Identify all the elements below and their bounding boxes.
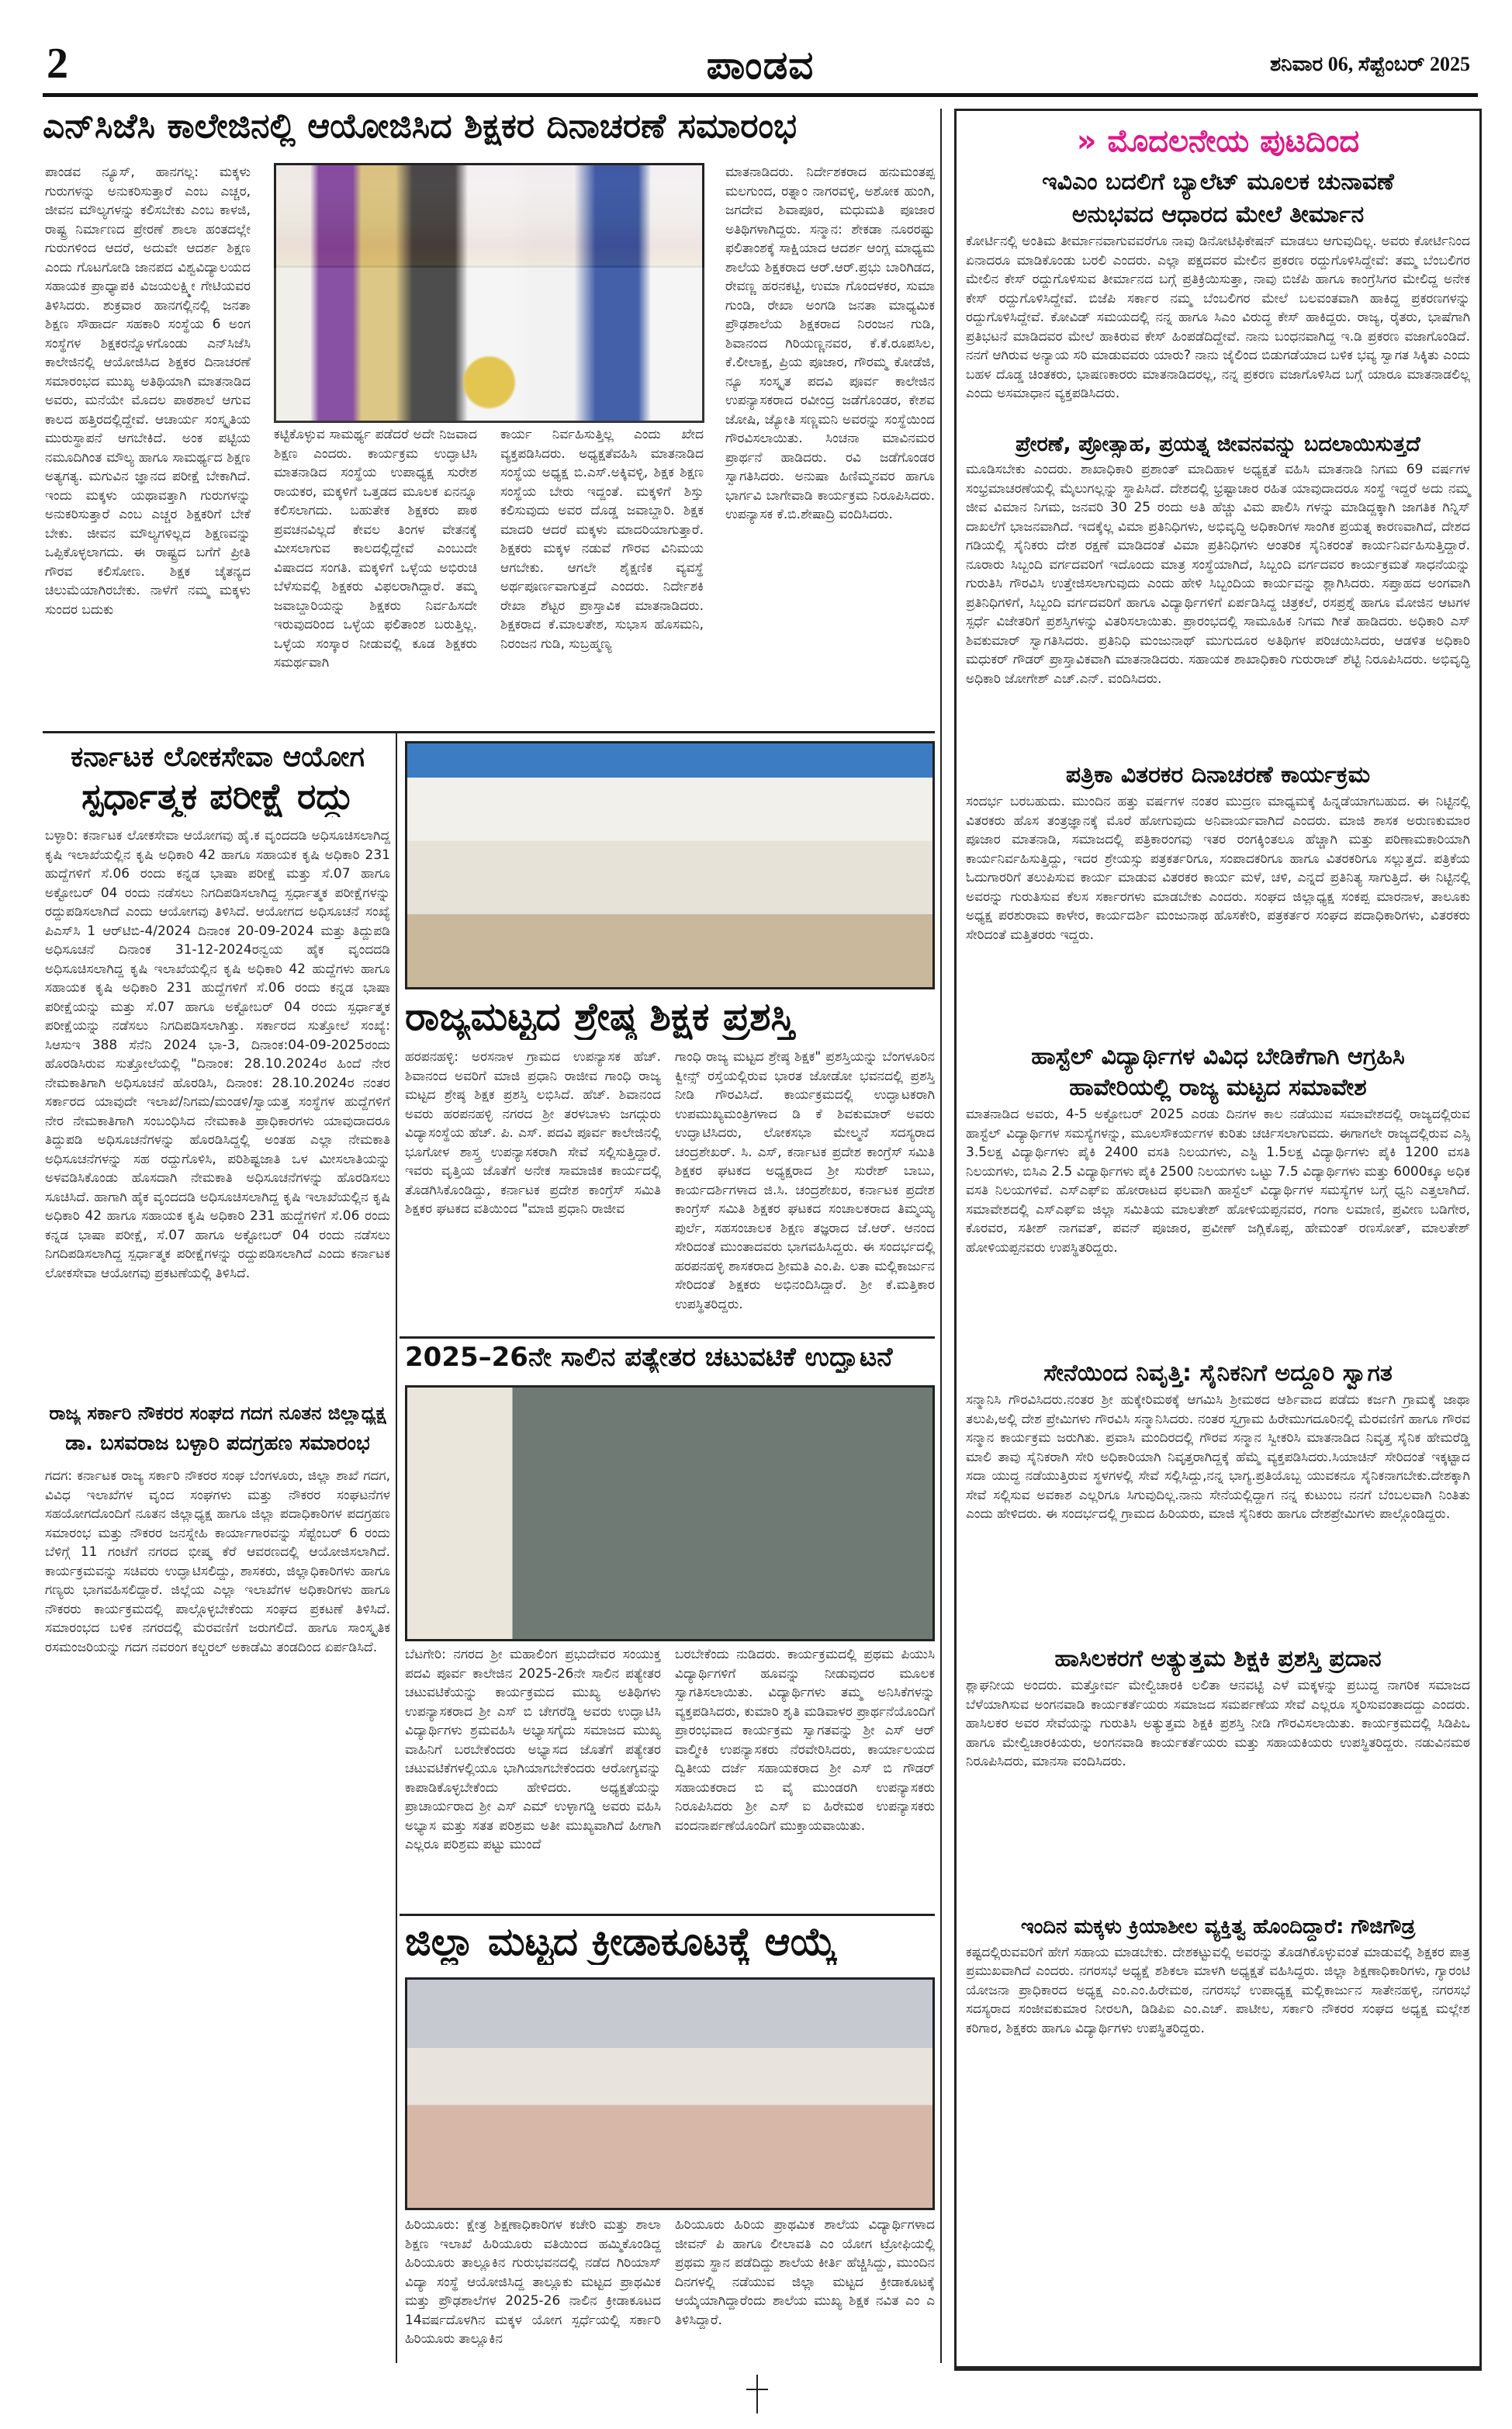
sports-col-2: ಹಿರಿಯೂರು ಹಿರಿಯ ಪ್ರಾಥಮಿಕ ಶಾಲೆಯ ವಿದ್ಯಾರ್ಥಿಗಳಾದ ಜೀವನ್ ಪಿ ಹಾಗೂ ಲೀಲಾವತಿ ಎಂ ಯೋಗ ಟ್ರೋಫಿಯಲ್ಲಿ ಪ್ರಥಮ ಸ್ಥಾನ ಪಡೆದಿದ್ದು ಶಾಲೆಯ ಕೀರ್ತಿ ಹೆಚ್ಚಿಸಿದ್ದು, ಮುಂದಿನ ದಿನಗಳಲ್ಲಿ ನಡೆಯುವ ಜಿಲ್ಲಾ ಮಟ್ಟದ ಕ್ರೀಡಾಕೂಟಕ್ಕೆ ಆಯ್ಕೆಯಾಗಿದ್ದಾರೆಂದು ಶಾಲೆಯ ಮುಖ್ಯ ಶಿಕ್ಷಕ ನವಿತ ಎಂ ಎ ತಿಳಿಸಿದ್ದಾರೆ. [675,2217,935,2328]
column-divider [396,733,397,2363]
headline-sports: ಜಿಲ್ಲಾ ಮಟ್ಟದ ಕ್ರೀಡಾಕೂಟಕ್ಕೆ ಆಯ್ಕೆ [405,1920,837,1964]
nokarara-body: ಗದಗ: ಕರ್ನಾಟಕ ರಾಜ್ಯ ಸರ್ಕಾರಿ ನೌಕರರ ಸಂಘ ಬೆಂಗಳೂರು, ಜಿಲ್ಲಾ ಶಾಖೆ ಗದಗ, ವಿವಿಧ ಇಲಾಖೆಗಳ ವೃಂದ ಸಂಘಗಳು ಮತ್ತು ನೌಕರರ ಸಂಘಟನೆಗಳ ಸಹಯೋಗದೊಂದಿಗೆ ನೂತನ ಜಿಲ್ಲಾಧ್ಯಕ್ಷ ಹಾಗೂ ಜಿಲ್ಲಾ ಪದಾಧಿಕಾರಿಗಳ ಪದಗ್ರಹಣ ಸಮಾರಂಭ ಮತ್ತು ನೌಕರರ ಜನಸ್ನೇಹಿ ಕಾರ್ಯಾಗಾರವನ್ನು ಸೆಪ್ಟೆಂಬರ್ 6 ರಂದು ಬೆಳಿಗ್ಗೆ 11 ಗಂಟೆಗೆ ನಗರದ ಭೀಷ್ಮ ಕೆರೆ ಆವರಣದಲ್ಲಿ ಆಯೋಜಿಸಲಾಗಿದೆ. ಕಾರ್ಯಕ್ರಮವನ್ನು ಸಚಿವರು ಉದ್ಘಾಟಿಸಲಿದ್ದು, ಶಾಸಕರು, ಜಿಲ್ಲಾಧಿಕಾರಿಗಳು ಹಾಗೂ ಗಣ್ಯರು ಭಾಗವಹಿಸಲಿದ್ದಾರೆ. ಜಿಲ್ಲೆಯ ಎಲ್ಲಾ ಇಲಾಖೆಗಳ ಅಧಿಕಾರಿಗಳು ಹಾಗೂ ನೌಕರರು ಕಾರ್ಯಕ್ರಮದಲ್ಲಿ ಪಾಲ್ಗೊಳ್ಳಬೇಕೆಂದು ಸಂಘದ ಪ್ರಕಟಣೆ ತಿಳಿಸಿದೆ. ಸಮಾರಂಭದ ಬಳಿಕ ನಗರದಲ್ಲಿ ಮೆರವಣಿಗೆ ಜರುಗಲಿದೆ. ಹಾಗೂ ಸಾಂಸ್ಕೃತಿಕ ರಸಮಂಜರಿಯನ್ನು ಗದಗ ನವರಂಗ ಕಲ್ಚರಲ್ ಅಕಾಡೆಮಿ ತಂಡದಿಂದ ಏರ್ಪಡಿಸಿದೆ. [45,1468,390,1655]
dateline: ಶನಿವಾರ 06, ಸೆಪ್ಟೆಂಬರ್ 2025 [1269,53,1470,75]
divider [400,1336,935,1339]
story-body: ಸಂದರ್ಭ ಬರಬಹುದು. ಮುಂದಿನ ಹತ್ತು ವರ್ಷಗಳ ನಂತರ ಮುದ್ರಣ ಮಾಧ್ಯಮಕ್ಕೆ ಹಿನ್ನಡೆಯಾಗಬಹುದ. ಈ ನಿಟ್ಟಿನಲ್ಲಿ ವಿತರಕರು ಹೊಸ ತಂತ್ರಜ್ಞಾನಕ್ಕೆ ಮೊರೆ ಹೋಗುವುದು ಅನಿವಾರ್ಯವಾಗಿದೆ ಎಂದರು. ಮಾಜಿ ಶಾಸಕ ಅರುಣಕುಮಾರ ಪೂಜಾರ ಮಾತನಾಡಿ, ಸಮಾಜದಲ್ಲಿ ಪತ್ರಿಕಾರಂಗವು ಇತರ ರಂಗಕ್ಕಿಂತಲೂ ಹೆಚ್ಚಾಗಿ ಮತ್ತು ಪರಿಣಾಮಕಾರಿಯಾಗಿ ಕಾರ್ಯನಿರ್ವಹಿಸುತ್ತಿದ್ದು, ಇದರ ಶ್ರೇಯಸ್ಸು ಪತ್ರಕರ್ತರಿಗೂ, ಸಂಪಾದಕರಿಗೂ ಹಾಗೂ ವಿತರಕರಿಗೂ ಸಲ್ಲುತ್ತದೆ. ಪತ್ರಿಕೆಯ ಓದುಗಾರರಿಗೆ ತಲುಪಿಸುವ ಕಾರ್ಯ ಮಾಡುವ ವಿತರಕರ ಕಾರ್ಯ ಮಳೆ, ಚಳಿ, ಎನ್ನದೆ ಪ್ರತಿನಿತ್ಯ ಸಾಗುತ್ತಿದೆ. ಈ ನಿಟ್ಟಿನಲ್ಲಿ ಅವರನ್ನು ಗುರುತಿಸುವ ಕೆಲಸ ಸರ್ಕಾರಗಳು ಮಾಡಬೇಕು ಎಂದರು. ಸಂಘದ ಜಿಲ್ಲಾಧ್ಯಕ್ಷ ಸಂಕಪ್ಪ ಮಾರನಾಳ, ತಾಲೂಕು ಅಧ್ಯಕ್ಷ ಪರಶುರಾಮ ಕಾಳೇರ, ಕಾರ್ಯದರ್ಶಿ ಮಂಜುನಾಥ ಹೊಸಕೇರಿ, ಪತ್ರಕರ್ತರ ಸಂಘದ ಪದಾಧಿಕಾರಿಗಳು, ವಿತರಕರು ಸೇರಿದಂತೆ ಮತ್ತಿತರರು ಇದ್ದರು. [966,794,1470,943]
continued-from-front-page-box [954,109,1482,2371]
sports-col-1: ಹಿರಿಯೂರು: ಕ್ಷೇತ್ರ ಶಿಕ್ಷಣಾಧಿಕಾರಿಗಳ ಕಚೇರಿ ಮತ್ತು ಶಾಲಾ ಶಿಕ್ಷಣ ಇಲಾಖೆ ಹಿರಿಯೂರು ವತಿಯಿಂದ ಹಮ್ಮಿಕೊಂಡಿದ್ದ ಹಿರಿಯೂರು ತಾಲ್ಲೂಕಿನ ಗುರುಭವನದಲ್ಲಿ ನಡೆದ ಗಿರಿಯಾಸ್ ವಿದ್ಯಾ ಸಂಸ್ಥೆ ಆಯೋಜಿಸಿದ್ದ ತಾಲ್ಲೂಕು ಮಟ್ಟದ ಪ್ರಾಥಮಿಕ ಮತ್ತು ಪ್ರೌಢಶಾಲೆಗಳ 2025-26 ನಾಲಿನ ಕ್ರೀಡಾಕೂಟದ 14ವರ್ಷದೊಳಗಿನ ಮಕ್ಕಳ ಯೋಗ ಸ್ಪರ್ಧೆಯಲ್ಲಿ ಸರ್ಕಾರಿ ಹಿರಿಯೂರು ತಾಲ್ಲೂಕಿನ [405,2217,661,2347]
sports-photo [405,1977,935,2210]
story-headline: ಇಂದಿನ ಮಕ್ಕಳು ಕ್ರಿಯಾಶೀಲ ವ್ಯಕ್ತಿತ್ವ ಹೊಂದಿದ್ದಾರೆ: ಗೌಜಿಗೌಡ್ರ [1020,1915,1416,1939]
newspaper-logo: ಪಾಂಡವ [706,43,815,88]
award-col-2: ಗಾಂಧಿ ರಾಜ್ಯ ಮಟ್ಟದ ಶ್ರೇಷ್ಠ ಶಿಕ್ಷಕ" ಪ್ರಶಸ್ತಿಯನ್ನು ಬೆಂಗಳೂರಿನ ಕ್ವೀನ್ಸ್ ರಸ್ತೆಯಲ್ಲಿರುವ ಭಾರತ ಜೋಡೋ ಭವನದಲ್ಲಿ ಪ್ರಶಸ್ತಿ ನೀಡಿ ಗೌರವಿಸಿದೆ. ಕಾರ್ಯಕ್ರಮದಲ್ಲಿ ಉದ್ಘಾಟಕರಾಗಿ ಉಪಮುಖ್ಯಮಂತ್ರಿಗಳಾದ ಡಿ ಕೆ ಶಿವಕುಮಾರ್ ಅವರು ಉದ್ಘಾಟಿಸಿದರು, ಲೋಕಸಭಾ ಮೇಲ್ಮನೆ ಸದಸ್ಯರಾದ ಚಂದ್ರಶೇಖರ್. ಸಿ. ಎಸ್, ಕರ್ನಾಟಕ ಪ್ರದೇಶ ಕಾಂಗ್ರೆಸ್ ಸಮಿತಿ ಶಿಕ್ಷಕರ ಘಟಕದ ಅಧ್ಯಕ್ಷರಾದ ಶ್ರೀ ಸುರೇಶ್ ಬಾಬು, ಕಾರ್ಯದರ್ಶಿಗಳಾದ ಜಿ.ಸಿ. ಚಂದ್ರಶೇಖರ, ಕರ್ನಾಟಕ ಪ್ರದೇಶ ಕಾಂಗ್ರೆಸ್ ಸಮಿತಿ ಶಿಕ್ಷಕರ ಘಟಕದ ಸಂಚಾಲಕರಾದ ತಿಮ್ಮಯ್ಯ ಪುರ್ಲೆ, ಸಹಸಂಚಾಲಕ ಶಿಕ್ಷಣ ತಜ್ಞರಾದ ಜೆ.ಆರ್. ಆನಂದ ಸೇರಿದಂತೆ ಮುಂತಾದವರು ಭಾಗವಹಿಸಿದ್ದರು. ಈ ಸಂದರ್ಭದಲ್ಲಿ ಹರಪನಹಳ್ಳಿ ಶಾಸಕರಾದ ಶ್ರೀಮತಿ ಎಂ.ಪಿ. ಲತಾ ಮಲ್ಲಿಕಾರ್ಜುನ ಸೇರಿದಂತೆ ಶಿಕ್ಷಕರು ಅಭಿನಂದಿಸಿದ್ದಾರೆ. ಶ್ರೀ ಕೆ.ಮತ್ತಿಕಾರ ಉಪಸ್ಥಿತರಿದ್ದರು. [675,1049,935,1312]
story-evm [957,168,1479,423]
story-hostel [957,1043,1479,1350]
story-headline: ಇವಿಎಂ ಬದಲಿಗೆ ಬ್ಯಾಲೆಟ್ ಮೂಲಕ ಚುನಾವಣೆ [1042,168,1394,196]
headline-activity: 2025–26ನೇ ಸಾಲಿನ ಪತ್ಯೇತರ ಚಟುವಟಿಕೆ ಉದ್ಘಾಟನೆ [405,1343,893,1373]
story-body: ಕೋರ್ಟಿನಲ್ಲಿ ಅಂತಿಮ ತೀರ್ಮಾನವಾಗುವವರೆಗೂ ನಾವು ಡಿನೋಟಿಫಿಕೇಷನ್ ಮಾಡಲು ಆಗುವುದಿಲ್ಲ. ಅವರು ಕೋರ್ಟಿನಿಂದ ಏನಾದರೂ ಮಾಡಿಕೊಂಡು ಬರಲಿ ಎಂದರು. ಎಲ್ಲಾ ಪಕ್ಷದವರ ಮೇಲಿನ ಪ್ರಕರಣ ರದ್ದುಗೊಳಿಸಿದ್ದೇವೆ: ತಮ್ಮ ಬೆಂಬಲಿಗರ ಮೇಲಿನ ಕೇಸ್ ರದ್ದುಗೊಳಿಸುವ ತೀರ್ಮಾನದ ಬಗ್ಗೆ ಪ್ರತಿಕ್ರಿಯಿಸುತ್ತಾ, ನಾವು ಬಿಜೆಪಿ ಹಾಗೂ ಕಾಂಗ್ರೆಸಿಗರ ಮೇಲಿದ್ದ ಅನೇಕ ಕೇಸ್ ರದ್ದುಗೊಳಿಸಿದ್ದೇವೆ. ಬಿಜೆಪಿ ಸರ್ಕಾರ ನಮ್ಮ ಬೆಂಬಲಿಗರ ಮೇಲೆ ಬಲವಂತವಾಗಿ ಹಾಕಿದ್ದ ಪ್ರಕರಣಗಳನ್ನು ರದ್ದುಗೊಳಿಸಿದ್ದೇವೆ. ಕೋವಿಡ್ ಸಮಯದಲ್ಲಿ ನನ್ನ ಹಾಗೂ ಸಿಎಂ ವಿರುದ್ಧ ಕೇಸ್ ಹಾಕಿದ್ದರು. ರಾಜ್ಯ, ರೈತರು, ಭಾಷೆಗಾಗಿ ಪ್ರತಿಭಟನೆ ಮಾಡಿದವರ ಮೇಲೆ ಹಾಕಿರುವ ಕೇಸ್ ಹಿಂಪಡೆದಿದ್ದೇವೆ. ನಾನು ಬಂಧನವಾಗಿದ್ದ ಇ.ಡಿ ಪ್ರಕರಣ ವಜಾಗೊಂಡಿದೆ. ನನಗೆ ಆಗಿರುವ ಅನ್ಯಾಯ ಸರಿ ಮಾಡುವವರು ಯಾರು? ನಾನು ಜೈಲಿಂದ ಬಿಡುಗಡೆಯಾದ ಬಳಿಕ ಭವ್ಯ ಸ್ವಾಗತ ಸಿಕ್ಕಿತು ಎಂದು ಬಹಳ ದೊಡ್ಡ ಚಿಂತಕರು, ಭಾಷಣಕಾರರು ಮಾತನಾಡಿದರಲ್ಲ, ನನ್ನ ಪ್ರಕರಣ ವಜಾಗೊಳಿಸಿದ ಬಗ್ಗೆ ಯಾರೂ ಮಾತನಾಡಲಿಲ್ಲ ಎಂದು ಅಸಮಾಧಾನ ವ್ಯಕ್ತಪಡಿಸಿದರು. [966,234,1470,401]
divider [43,731,935,733]
activity-col-2: ಬರಬೇಕೆಂದು ನುಡಿದರು. ಕಾರ್ಯಕ್ರಮದಲ್ಲಿ ಪ್ರಥಮ ಪಿಯುಸಿ ವಿದ್ಯಾರ್ಥಿಗಳಿಗೆ ಹೂವನ್ನು ನೀಡುವುದರ ಮೂಲಕ ಸ್ವಾಗತಿಸಲಾಯಿತು. ವಿದ್ಯಾರ್ಥಿಗಳು ತಮ್ಮ ಅನಿಸಿಕೆಗಳನ್ನು ವ್ಯಕ್ತಪಡಿಸಿದರು, ಕುಮಾರಿ ಶೃತಿ ಮಡಿವಾಳರ ಪ್ರಾರ್ಥನೆಯೊಂದಿಗೆ ಪ್ರಾರಂಭವಾದ ಕಾರ್ಯಕ್ರಮ ಸ್ವಾಗತವನ್ನು ಶ್ರೀ ಎಸ್ ಆರ್ ವಾಲ್ಮೀಕಿ ಉಪನ್ಯಾಸಕರು ನೆರವೇರಿಸಿದರು, ಕಾರ್ಯಾಲಯದ ದ್ವಿತೀಯ ದರ್ಜೆ ಸಹಾಯಕರಾದ ಶ್ರೀ ಎಸ್ ಬಿ ಗೌಡರ್ ಸಹಾಯಕರಾದ ಬಿ ವೈ ಮುಂಡರಗಿ ಉಪನ್ಯಾಸಕರು ನಿರೂಪಿಸಿದರು ಶ್ರೀ ಎಸ್ ಐ ಹಿರೇಮಠ ಉಪನ್ಯಾಸಕರು ವಂದನಾರ್ಪಣೆಯೊಂದಿಗೆ ಮುಕ್ತಾಯವಾಯಿತು. [675,1647,935,1834]
ncjc-col-2: ಕಟ್ಟಿಕೊಳ್ಳುವ ಸಾಮರ್ಥ್ಯ ಪಡೆದರೆ ಅದೇ ನಿಜವಾದ ಶಿಕ್ಷಣ ಎಂದರು. ಕಾರ್ಯಕ್ರಮ ಉದ್ಘಾಟಿಸಿ ಮಾತನಾಡಿದ ಸಂಸ್ಥೆಯ ಉಪಾಧ್ಯಕ್ಷ ಸುರೇಶ ರಾಯಕರ, ಮಕ್ಕಳಿಗೆ ಒತ್ತಡದ ಮೂಲಕ ಏನನ್ನೂ ಕಲಿಸಲಾಗದು. ಬಹುತೇಕ ಶಿಕ್ಷಕರು ಪಾಠ ಪ್ರವಚನವಿಲ್ಲದೆ ಕೇವಲ ತಿಂಗಳ ವೇತನಕ್ಕೆ ಮೀಸಲಾಗುವ ಕಾಲದಲ್ಲಿದ್ದೇವೆ ಎಂಬುದೇ ವಿಷಾದದ ಸಂಗತಿ. ಮಕ್ಕಳಿಗೆ ಒಳ್ಳೆಯ ಅಭಿರುಚಿ ಬೆಳೆಸುವಲ್ಲಿ ಶಿಕ್ಷಕರು ವಿಫಲರಾಗಿದ್ದಾರೆ. ತಮ್ಮ ಜವಾಬ್ದಾರಿಯನ್ನು ಶಿಕ್ಷಕರು ನಿರ್ವಹಿಸದೇ ಇರುವುದರಿಂದ ಒಳ್ಳೆಯ ಫಲಿತಾಂಶ ಬರುತ್ತಿಲ್ಲ. ಒಳ್ಳೆಯ ಸಂಸ್ಕಾರ ನೀಡುವಲ್ಲಿ ಕೂಡ ಶಿಕ್ಷಕರು ಸಮರ್ಥವಾಗಿ [274,427,477,670]
headline-nokarara-line1: ರಾಜ್ಯ ಸರ್ಕಾರಿ ನೌಕರರ ಸಂಘದ ಗದಗ ನೂತನ ಜಿಲ್ಲಾಧ್ಯಕ್ಷ [49,1403,386,1424]
crop-mark [756,2375,758,2413]
story-body: ಕಷ್ಟದಲ್ಲಿರುವವರಿಗೆ ಹೇಗೆ ಸಹಾಯ ಮಾಡಬೇಕು. ದೇಶಕಟ್ಟುವಲ್ಲಿ ಅವರನ್ನು ತೊಡಗಿಕೊಳ್ಳುವಂತೆ ಮಾಡುವಲ್ಲಿ ಶಿಕ್ಷಕರ ಪಾತ್ರ ಪ್ರಮುಖವಾಗಿದೆ ಎಂದರು. ನಗರಸಭೆ ಅಧ್ಯಕ್ಷೆ ಶಶಿಕಲಾ ಮಾಳಗಿ ಅಧ್ಯಕ್ಷತೆ ವಹಿಸಿದ್ದರು. ಜಿಲ್ಲಾ ಶಿಕ್ಷಣಾಧಿಕಾರಿಗಳು, ಗ್ಯಾರಂಟಿ ಯೋಜನಾ ಪ್ರಾಧಿಕಾರದ ಅಧ್ಯಕ್ಷ ಎಂ.ಎಂ.ಹಿರೇಮಠ, ನಗರಸಭೆ ಉಪಾಧ್ಯಕ್ಷ ಮಲ್ಲಿಕಾರ್ಜುನ ಸಾತೇನಹಳ್ಳಿ, ನಗರಸಭೆ ಸದಸ್ಯರಾದ ಸಂಜೀವಕುಮಾರ ನೀರಲಗಿ, ಡಿಡಿಪಿಐ ಎಂ.ಎಚ್. ಪಾಟೀಲ, ಸರ್ಕಾರಿ ನೌಕರರ ಸಂಘದ ಅಧ್ಯಕ್ಷ ಮಲ್ಲೇಶ ಕರಿಗಾರ, ಶಿಕ್ಷಕರು ಹಾಗೂ ವಿದ್ಯಾರ್ಥಿಗಳು ಉಪಸ್ಥಿತರಿದ್ದರು. [966,1944,1470,2036]
story-body: ಶ್ಲಾಘನೀಯ ಅಂದರು. ಮತ್ತೋರ್ವ ಮೇಲ್ವಿಚಾರಕಿ ಲಲಿತಾ ಆನವಟ್ಟಿ ಎಳೆ ಮಕ್ಕಳನ್ನು ಪ್ರಬುದ್ಧ ನಾಗರಿಕ ಸಮಾಜದ ಬೆಳೆಯಾಗಿಸುವ ಅಂಗನವಾಡಿ ಕಾರ್ಯಕರ್ತೆಯರು ಸಮಾಜದ ಸಮರ್ಪಣೆಯ ಸೇವೆ ಎಲ್ಲರೂ ಸ್ಮರಿಸುವಂತಾದದ್ದು ಎಂದರು. ಹಾಸಿಲಕರ ಅವರ ಸೇವೆಯನ್ನು ಗುರುತಿಸಿ ಅತ್ಯುತ್ತಮ ಶಿಕ್ಷಕಿ ಪ್ರಶಸ್ತಿ ನೀಡಿ ಗೌರವಿಸಲಾಯಿತು. ಕಾರ್ಯಕ್ರಮದಲ್ಲಿ ಸಿಡಿಪಿಒ ಹಾಗೂ ಮೇಲ್ವಿಚಾರಕಿಯರು, ಅಂಗನವಾಡಿ ಕಾರ್ಯಕರ್ತೆಯರು ಮತ್ತು ಸಹಾಯಕಿಯರು ಉಪಸ್ಥಿತರಿದ್ದರು. ನಡುವಿನಮಠ ನಿರೂಪಿಸಿದರು, ಮಾನಸಾ ವಂದಿಸಿದರು. [966,1678,1470,1770]
crop-mark [746,2389,768,2390]
story-body: ಮೂಡಿಸಬೇಕು ಎಂದರು. ಶಾಖಾಧಿಕಾರಿ ಪ್ರಶಾಂತ್ ಮಾದಿಹಾಳ ಅಧ್ಯಕ್ಷತೆ ವಹಿಸಿ ಮಾತನಾಡಿ ನಿಗಮ 69 ವರ್ಷಗಳ ಸಂಭ್ರಮಾಚರಣೆಯಲ್ಲಿ ಮೈಲುಗಲ್ಲನ್ನು ಸ್ಥಾಪಿಸಿದೆ. ದೇಶದಲ್ಲಿ ಭ್ರಷ್ಟಾಚಾರ ರಹಿತ ಯಾವುದಾದರೂ ಸಂಸ್ಥೆ ಇದ್ದರೆ ಅದು ನಮ್ಮ ಜೀವ ವಿಮಾನ ನಿಗಮ, ಜನವರಿ 30 25 ರಂದು ಅತಿ ಹೆಚ್ಚು ವಿಮ ಪಾಲಿಸಿ ಗಳನ್ನು ಮಾಡಿದ್ದಕ್ಕಾಗಿ ಜಾಗತಿಕ ಗಿನ್ನಿಸ್ ದಾಖಲೆಗೆ ಭಾಜನವಾಗಿದೆ. ಇದಕ್ಕೆಲ್ಲ ವಿಮಾ ಪ್ರತಿನಿಧಿಗಳು, ಅಭಿವೃದ್ಧಿ ಅಧಿಕಾರಿಗಳ ಸಾಂಗಿಕ ಪ್ರಯತ್ನ ಕಾರಣವಾಗಿದೆ, ದೇಶದ ಗಡಿಯಲ್ಲಿ ಸೈನಿಕರು ದೇಶ ರಕ್ಷಣೆ ಮಾಡಿದಂತೆ ವಿಮಾ ಪ್ರತಿನಿಧಿಗಳು ಆಂತರಿಕ ಸೈನಿಕರಂತೆ ಕಾರ್ಯನಿರ್ವಹಿಸುತ್ತಿದ್ದಾರೆ. ನೂರಾರು ಸಿಬ್ಬಂದಿ ವರ್ಗದವರಿಗೆ ಇದೊಂದು ಮಾತ್ರ ಸಂಸ್ಥೆಯಾಗಿದೆ, ಸಿಬ್ಬಂದಿ ವರ್ಗದವರ ಕಾರ್ಯಕ್ರಮತೆ ಸಾಧನೆಯನ್ನು ಗುರುತಿಸಿ ಗೌರವಿಸಿ ಉತ್ತೇಜಿಸಲಾಗುವುದು ಎಂದು ಹೇಳಿ ಸಿಬ್ಬಂದಿಯ ಕಾರ್ಯವನ್ನು ಶ್ಲಾಗಿಸಿದರು. ಸಪ್ತಾಹದ ಅಂಗವಾಗಿ ಪ್ರತಿನಿಧಿಗಳಿಗೆ, ಸಿಬ್ಬಂದಿ ವರ್ಗದವರಿಗೆ ಹಾಗೂ ವಿದ್ಯಾರ್ಥಿಗಳಿಗೆ ಏರ್ಪಡಿಸಿದ್ದ ಚಿತ್ರಕಲೆ, ರಸಪ್ರಶ್ನೆ ಹಾಗೂ ಮೋಜಿನ ಆಟಗಳ ಸ್ಪರ್ಧೆ ವಿಜೇತರಿಗೆ ಪ್ರಶಸ್ತಿಗಳನ್ನು ವಿತರಿಸಲಾಯಿತು. ಪ್ರಾರಂಭದಲ್ಲಿ ಸಾಮೂಹಿಕ ನಿಗಮ ಗೀತೆ ಹಾಡಿದರು. ಅಧಿಕಾರಿ ಎಸ್ ಶಿವಕುಮಾರ್ ಸ್ವಾಗತಿಸಿದರು. ಪ್ರತಿನಿಧಿ ಮಂಜುನಾಥ್ ಮುಗುದೂರ ಅತಿಥಿಗಳ ಪರಿಚಯಿಸಿದರು, ಆಡಳಿತ ಅಧಿಕಾರಿ ಮಧುಕರ್ ಗೌಡರ್ ಪ್ರಾಸ್ತಾವಿಕವಾಗಿ ಮಾತನಾಡಿದರು. ಸಹಾಯಕ ಶಾಖಾಧಿಕಾರಿ ಗುರುರಾಜ್ ಶೆಟ್ಟಿ ನಿರೂಪಿಸಿದರು. ಅಭಿವೃದ್ಧಿ ಅಧಿಕಾರಿ ಜೋಗೇಶ್ ಎಚ್.ಎನ್. ವಂದಿಸಿದರು. [966,462,1470,687]
headline-nokarara-line2: ಡಾ. ಬಸವರಾಜ ಬಳ್ಳಾರಿ ಪದಗ್ರಹಣ ಸಮಾರಂಭ [65,1433,370,1455]
story-headline: ಹಾಸ್ಟೆಲ್ ವಿದ್ಯಾರ್ಥಿಗಳ ವಿವಿಧ ಬೇಡಿಕೆಗಾಗಿ ಆಗ್ರಹಿಸಿ [1031,1043,1405,1071]
story-soldier [957,1360,1479,1636]
column-divider [940,109,942,2363]
ncjc-col-4: ಮಾತನಾಡಿದರು. ನಿರ್ದೇಶಕರಾದ ಹನುಮಂತಪ್ಪ ಮಲಗುಂದ, ರತ್ನಾಂ ನಾಗರವಳ್ಳಿ, ಅಶೋಕ ಹುಂಗಿ, ಜಗದೇವ ಶಿವಾಪೂರ, ಮಧುಮತಿ ಪೂಜಾರ ಅತಿಥಿಗಳಾಗಿದ್ದರು. ಸನ್ಮಾನ: ಶೇಕಡಾ ನೂರರಷ್ಟು ಫಲಿತಾಂಶಕ್ಕೆ ಸಾಕ್ಷಿಯಾದ ಆದರ್ಶ ಆಂಗ್ಲ ಮಾಧ್ಯಮ ಶಾಲೆಯ ಶಿಕ್ಷಕರಾದ ಆರ್.ಆರ್.ಪ್ರಭು ಬಾರಿಗಿಡದ, ರೇವಣ್ಣ ಹರನಕಟ್ಟಿ, ಉಮಾ ಗೊಂದಳಕರ, ಸುಮಾ ಗುಂಡಿ, ರೇಖಾ ಅಂಗಡಿ ಜನತಾ ಮಾಧ್ಯಮಿಕ ಪ್ರೌಢಶಾಲೆಯ ಶಿಕ್ಷಕರಾದ ನಿರಂಜನ ಗುಡಿ, ಶಿವಾನಂದ ಗಿರಿಯಣ್ಣನವರ, ಕೆ.ಕೆ.ರೂಪಸಿಲ, ಕೆ.ಲೀಲಾಕ್ಷ, ಪ್ರಿಯ ಪೂಜಾರ, ಗೌರಮ್ಮ ಕೋಡೆಜಿ, ನ್ಯೂ ಸಂಸ್ಕೃತ ಪದವಿ ಪೂರ್ವ ಕಾಲೇಜಿನ ಉಪನ್ಯಾಸಕರಾದ ರವೀಂದ್ರ ಜಡೆಗೊಂಡರ, ಕೇಶವ ಜೋಷಿ, ಜ್ಯೋತಿ ಸಣ್ಣಮನಿ ಅವರನ್ನು ಸಂಸ್ಥೆಯಿಂದ ಗೌರವಿಸಲಾಯಿತು. ಸಿಂಚನಾ ಮಾವಿನಮರ ಪ್ರಾರ್ಥನೆ ಹಾಡಿದರು. ರವಿ ಜಡೆಗೊಂಡರ ಸ್ವಾಗತಿಸಿದರು. ಅನುಷಾ ಹಿಣಿಮ್ಮನವರ ಹಾಗೂ ಭಾರ್ಗವಿ ಬಾಗೇವಾಡಿ ಕಾರ್ಯಕ್ರಮ ನಿರೂಪಿಸಿದರು. ಉಪನ್ಯಾಸಕ ಕೆ.ಬಿ.ಶೇಷಾದ್ರಿ ವಂದಿಸಿದರು. [725,165,935,522]
story-subhead: ಅನುಭವದ ಆಧಾರದ ಮೇಲೆ ತೀರ್ಮಾನ [1071,201,1365,228]
headline-kpsc-line1: ಕರ್ನಾಟಕ ಲೋಕಸೇವಾ ಆಯೋಗ [71,741,365,773]
story-body: ಸನ್ಮಾನಿಸಿ ಗೌರವಿಸಿದರು.ನಂತರ ಶ್ರೀ ಹುಕ್ಕೇರಿಮಠಕ್ಕೆ ಆಗಮಿಸಿ ಶ್ರೀಮಠದ ಆರ್ಶಿವಾದ ಪಡೆದು ಕರ್ಜಗಿ ಗ್ರಾಮಕ್ಕೆ ಜಾಥಾ ತಲುಪಿ,ಅಲ್ಲಿ ದೇಶ ಪ್ರೇಮಿಗಳು ಗೌರವಿಸಿ ಸನ್ಮಾನಿಸಿದರು. ನಂತರ ಸ್ವಗ್ರಾಮ ಹಿರೇಮುಗದೂರಿನಲ್ಲಿ ಮೆರವಣಿಗೆ ಹಾಗೂ ಗೌರವ ಸನ್ಮಾನ ಕಾರ್ಯಕ್ರಮ ಜರುಗಿತು. ಪ್ರವಾಸಿ ಮಂದಿರದಲ್ಲಿ ಗೌರವ ಸನ್ಮಾನ ಸ್ವೀಕರಿಸಿ ಮಾತನಾಡಿದ ನಿವೃತ್ತ ಸೈನಿಕ ಹೇಮರೆಡ್ಡಿ ಮಾಲಿ ತಾವು ಸೈನಿಕರಾಗಿ ಸೇರಿ ಅಧಿಕಾರಿಯಾಗಿ ನಿವೃತ್ತರಾಗಿದ್ದಕ್ಕೆ ಹೆಮ್ಮೆ ವ್ಯಕ್ತಪಡಿಸಿದರು.ಸಿಯಾಚಿನ್ ಸೇರಿದಂತೆ ಇಕ್ಕಟ್ಟಾದ ಸದಾ ಯುದ್ಧ ನಡೆಯುತ್ತಿರುವ ಸ್ಥಳಗಳಲ್ಲಿ ಸೇವೆ ಸಲ್ಲಿಸಿದ್ದು,ನನ್ನ ಭಾಗ್ಯ.ಪ್ರತಿಯೊಬ್ಬ ಯುವಕನೂ ಸೈನಿಕನಾಗಬೇಕು.ದೇಶಕ್ಕಾಗಿ ಸೇವೆ ಸಲ್ಲಿಸುವ ಅವಕಾಶ ಎಲ್ಲರಿಗೂ ಸಿಗುವುದಿಲ್ಲ.ನಾನು ಸೇನೆಯಲ್ಲಿದ್ದಾಗ ನನ್ನ ಕುಟುಂಬ ನನಗೆ ಬೆಂಬಲವಾಗಿ ನಿಂತಿತು ಎಂದು ಹೇಳಿದರು. ಈ ಸಂದರ್ಭದಲ್ಲಿ ಗ್ರಾಮದ ಹಿರಿಯರು, ಮಾಜಿ ಸೈನಿಕರು ಹಾಗೂ ದೇಶಪ್ರೇಮಿಗಳು ಪಾಲ್ಗೊಂಡಿದ್ದರು. [966,1392,1470,1523]
page-number: 2 [47,40,68,88]
headline-ncjc: ಎನ್‌ಸಿಜೆಸಿ ಕಾಲೇಜಿನಲ್ಲಿ ಆಯೋಜಿಸಿದ ಶಿಕ್ಷಕರ ದಿನಾಚರಣೆ ಸಮಾರಂಭ [43,107,798,146]
headline-kpsc-line2: ಸ್ಪರ್ಧಾತ್ಮಕ ಪರೀಕ್ಷೆ ರದ್ದು [81,776,354,817]
award-col-1: ಹರಪನಹಳ್ಳಿ: ಅರಸನಾಳ ಗ್ರಾಮದ ಉಪನ್ಯಾಸಕ ಹೆಚ್. ಶಿವಾನಂದ ಅವರಿಗೆ ಮಾಜಿ ಪ್ರಧಾನಿ ರಾಜೀವ ಗಾಂಧಿ ರಾಜ್ಯ ಮಟ್ಟದ ಶ್ರೇಷ್ಠ ಶಿಕ್ಷಕ ಪ್ರಶಸ್ತಿ ಲಭಿಸಿದೆ. ಹೆಚ್. ಶಿವಾನಂದ ಅವರು ಹರಪನಹಳ್ಳಿ ನಗರದ ಶ್ರೀ ತರಳಬಾಳು ಜಗದ್ಗುರು ವಿದ್ಯಾಸಂಸ್ಥೆಯ ಹೆಚ್. ಪಿ. ಎಸ್. ಪದವಿ ಪೂರ್ವ ಕಾಲೇಜಿನಲ್ಲಿ ಭೂಗೋಳ ಶಾಸ್ತ್ರ ಉಪನ್ಯಾಸಕರಾಗಿ ಸೇವೆ ಸಲ್ಲಿಸುತ್ತಿದ್ದಾರೆ. ಇವರು ವೃತ್ತಿಯ ಜೊತೆಗೆ ಅನೇಕ ಸಾಮಾಜಿಕ ಕಾರ್ಯದಲ್ಲಿ ತೊಡಗಿಸಿಕೊಂಡಿದ್ದು, ಕರ್ನಾಟಕ ಪ್ರದೇಶ ಕಾಂಗ್ರೆಸ್ ಸಮಿತಿ ಶಿಕ್ಷಕರ ಘಟಕದ ವತಿಯಿಂದ "ಮಾಜಿ ಪ್ರಧಾನಿ ರಾಜೀವ [405,1049,661,1217]
ncjc-col-3: ಕಾರ್ಯ ನಿರ್ವಹಿಸುತ್ತಿಲ್ಲ ಎಂದು ಖೇದ ವ್ಯಕ್ತಪಡಿಸಿದರು. ಅಧ್ಯಕ್ಷತೆವಹಿಸಿ ಮಾತನಾಡಿದ ಸಂಸ್ಥೆಯ ಅಧ್ಯಕ್ಷ ಬಿ.ಎಸ್.ಅಕ್ಕಿವಳ್ಳಿ, ಶಿಕ್ಷಕ ಶಿಕ್ಷಣ ಸಂಸ್ಥೆಯ ಬೇರು ಇದ್ದಂತೆ. ಮಕ್ಕಳಿಗೆ ಶಿಸ್ತು ಕಲಿಸುವುದು ಅವರ ದೊಡ್ಡ ಜವಾಬ್ದಾರಿ. ಶಿಕ್ಷಕ ಮಾದರಿ ಆದರೆ ಮಕ್ಕಳು ಮಾದರಿಯಾಗುತ್ತಾರೆ. ಶಿಕ್ಷಕರು ಮಕ್ಕಳ ನಡುವೆ ಗೌರವ ವಿನಿಮಯ ಆಗಬೇಕು. ಆಗಲೇ ಶೈಕ್ಷಣಿಕ ವ್ಯವಸ್ಥೆ ಅರ್ಥಪೂರ್ಣವಾಗುತ್ತದೆ ಎಂದರು. ನಿರ್ದೇಶಕಿ ರೇಖಾ ಶೆಟ್ಟರ ಪ್ರಾಸ್ತಾವಿಕ ಮಾತನಾಡಿದರು. ಶಿಕ್ಷಕರಾದ ಕೆ.ಮಾಲತೇಶ, ಸುಭಾಸ ಹೊಸಮನಿ, ನಿರಂಜನ ಗುಡಿ, ಸುಬ್ರಹ್ಮಣ್ಯ [500,427,704,652]
award-photo [405,741,935,989]
masthead [43,39,1478,97]
story-headline: ಸೇನೆಯಿಂದ ನಿವೃತ್ತಿ: ಸೈನಿಕನಿಗೆ ಅದ್ದೂರಿ ಸ್ವಾಗತ [1043,1360,1393,1388]
story-teacher-award [957,1645,1479,1906]
continued-banner: » ಮೊದಲನೇಯ ಪುಟದಿಂದ [1076,123,1360,159]
activity-photo [405,1385,935,1641]
story-headline: ಹಾಸಿಲಕರಗೆ ಅತ್ಯುತ್ತಮ ಶಿಕ್ಷಕಿ ಪ್ರಶಸ್ತಿ ಪ್ರದಾನ [1054,1645,1382,1673]
story-headline: ಪ್ರೇರಣೆ, ಪ್ರೋತ್ಸಾಹ, ಪ್ರಯತ್ನ ಜೀವನವನ್ನು ಬದಲಾಯಿಸುತ್ತದೆ [1015,432,1420,456]
headline-award: ರಾಜ್ಯಮಟ್ಟದ ಶ್ರೇಷ್ಠ ಶಿಕ್ಷಕ ಪ್ರಶಸ್ತಿ [405,995,795,1039]
story-prerane [957,432,1479,752]
story-body: ಮಾತನಾಡಿದ ಅವರು, 4-5 ಅಕ್ಟೋಬರ್ 2025 ಎರಡು ದಿನಗಳ ಕಾಲ ನಡೆಯುವ ಸಮಾವೇಶದಲ್ಲಿ ರಾಜ್ಯದಲ್ಲಿರುವ ಹಾಸ್ಟೆಲ್ ವಿದ್ಯಾರ್ಥಿಗಳ ಸಮಸ್ಯೆಗಳನ್ನು, ಮೂಲಸೌಕರ್ಯಗಳ ಕುರಿತು ಚರ್ಚಿಸಲಾಗುವದು. ಈಗಾಗಲೇ ರಾಜ್ಯದಲ್ಲಿರುವ ಎಸ್ಸಿ 3.5ಲಕ್ಷ ವಿದ್ಯಾರ್ಥಿಗಳು ಪೈಕಿ 2400 ವಸತಿ ನಿಲಯಗಳು, ಎಸ್ಟಿ 1.5ಲಕ್ಷ ವಿದ್ಯಾರ್ಥಿಗಳು ಪೈಕಿ 1200 ವಸತಿ ನಿಲಯಗಳು, ಬಿಸಿಎ 2.5 ವಿದ್ಯಾರ್ಥಿಗಳು ಪೈಕಿ 2500 ನಿಲಯಗಳು ಒಟ್ಟು 7.5 ವಿದ್ಯಾರ್ಥಿಗಳು ಮತ್ತು 6000ಕ್ಕೂ ಅಧಿಕ ವಸತಿ ನಿಲಯಗಳಿವೆ. ಎಸ್‌ಎಫ್‌ಐ ಹೋರಾಟದ ಫಲವಾಗಿ ಹಾಸ್ಟೆಲ್ ವಿದ್ಯಾರ್ಥಿಗಳ ಸಮಸ್ಯೆಗಳ ಬಗ್ಗೆ ಧ್ವನಿ ಎತ್ತಲಾಗಿದೆ. ಸಮಾವೇಶದಲ್ಲಿ ಎಸ್‌ಎಫ್‌ಐ ಜಿಲ್ಲಾ ಸಮಿತಿಯ ಮಾಲತೇಶ್ ಹೋಳಿಯಪ್ಪನವರ, ಗಂಗಾ ಲಮಾಣಿ, ಪ್ರವೀಣ ಬಡಿಗೇರ, ಕೊರವರ, ಸತೀಶ್ ನಾಗವತ್, ಪವನ್ ಪೂಜಾರ, ಪ್ರವೀಣ್ ಜಗ್ಲಿಕೊಪ್ಪ, ಹೇಮಂತ್ ರಣಸೋತ್, ಮಾಲತೇಶ್ ಹೋಳಿಯಪ್ಪನವರು ಉಪಸ್ಥಿತರಿದ್ದರು. [966,1107,1470,1256]
story-subhead: ಹಾವೇರಿಯಲ್ಲಿ ರಾಜ್ಯ ಮಟ್ಟದ ಸಮಾವೇಶ [1069,1074,1367,1102]
kpsc-body: ಬಳ್ಳಾರಿ: ಕರ್ನಾಟಕ ಲೋಕಸೇವಾ ಆಯೋಗವು ಹೈ.ಕ ವೃಂದದಡಿ ಅಧಿಸೂಚಿಸಲಾಗಿದ್ದ ಕೃಷಿ ಇಲಾಖೆಯಲ್ಲಿನ ಕೃಷಿ ಅಧಿಕಾರಿ 42 ಹಾಗೂ ಸಹಾಯಕ ಕೃಷಿ ಅಧಿಕಾರಿ 231 ಹುದ್ದೆಗಳಿಗೆ ಸೆ.06 ರಂದು ಕನ್ನಡ ಭಾಷಾ ಪರೀಕ್ಷೆ ಮತ್ತು ಸೆ.07 ಹಾಗೂ ಅಕ್ಟೋಬರ್ 04 ರಂದು ನಡೆಸಲು ನಿಗದಿಪಡಿಸಲಾಗಿದ್ದ ಸ್ಪರ್ಧಾತ್ಮಕ ಪರೀಕ್ಷೆಗಳನ್ನು ರದ್ದುಪಡಿಸಲಾಗಿದೆ ಎಂದು ಆಯೋಗವು ತಿಳಿಸಿದೆ. ಆಯೋಗದ ಅಧಿಸೂಚನೆ ಸಂಖ್ಯೆ ಪಿಎಸ್‌ಸಿ 1 ಆರ್‌ಟಿಬಿ-4/2024 ದಿನಾಂಕ 20-09-2024 ಮತ್ತು ತಿದ್ದುಪಡಿ ಅಧಿಸೂಚನೆ ದಿನಾಂಕ 31-12-2024ರನ್ವಯ ಹೈಕ ವೃಂದದಡಿ ಅಧಿಸೂಚಿಸಲಾಗಿದ್ದ ಕೃಷಿ ಇಲಾಖೆಯಲ್ಲಿನ ಕೃಷಿ ಅಧಿಕಾರಿ 42 ಹುದ್ದೆಗಳು ಹಾಗೂ ಸಹಾಯಕ ಕೃಷಿ ಅಧಿಕಾರಿ 231 ಹುದ್ದೆಗಳಿಗೆ ಸೆ.06 ರಂದು ಕನ್ನಡ ಭಾಷಾ ಪರೀಕ್ಷೆಯನ್ನು ಮತ್ತು ಸೆ.07 ಹಾಗೂ ಅಕ್ಟೋಬರ್ 04 ರಂದು ಸ್ಪರ್ಧಾತ್ಮಕ ಪರೀಕ್ಷೆಯನ್ನು ನಡೆಸಲು ನಿಗದಿಪಡಿಸಲಾಗಿತ್ತು. ಸರ್ಕಾರದ ಸುತ್ತೋಲೆ ಸಂಖ್ಯೆ: ಸಿಆಸುಇ 388 ಸೆನೆನಿ 2024 ಭಾ-3, ದಿನಾಂಕ:04-09-2025ರಂದು ಹೊರಡಿಸಿರುವ ಸುತ್ತೋಲೆಯಲ್ಲಿ "ದಿನಾಂಕ: 28.10.2024ರ ಹಿಂದೆ ನೇರ ನೇಮಕಾತಿಗಾಗಿ ಅಧಿಸೂಚನೆ ಹೊರಡಿಸಿ, ದಿನಾಂಕ: 28.10.2024ರ ನಂತರ ಸರ್ಕಾರದ ಯಾವುದೇ ಇಲಾಖೆ/ನಿಗಮ/ಮಂಡಳಿ/ಸ್ವಾಯತ್ತ ಸಂಸ್ಥೆಗಳ ಹುದ್ದೆಗಳಿಗೆ ನೇರ ನೇಮಕಾತಿಗಾಗಿ ಸಂಬಂಧಿಸಿದ ನೇಮಕಾತಿ ಪ್ರಾಧಿಕಾರಗಳು ಯಾವುದಾದರೂ ತಿದ್ದುಪಡಿ ಅಧಿಸೂಚನೆಗಳನ್ನು ಹೊರಡಿಸಿದ್ದಲ್ಲಿ ಅಂತಹ ಎಲ್ಲಾ ನೇಮಕಾತಿ ಅಧಿಸೂಚನೆಗಳನ್ನು ಸಹ ರದ್ದುಗೊಳಿಸಿ, ಪರಿಶಿಷ್ಟಜಾತಿ ಒಳ ಮೀಸಲಾತಿಯನ್ನು ಅಳವಡಿಸಿಕೊಂಡು ಹೊಸದಾಗಿ ನೇಮಕಾತಿ ಅಧಿಸೂಚನೆಗಳನ್ನು ಹೊರಡಿಸಲು ಸೂಚಿಸಿದೆ. ಹಾಗಾಗಿ ಹೈಕ ವೃಂದದಡಿ ಅಧಿಸೂಚಿಸಲಾಗಿದ್ದ ಕೃಷಿ ಇಲಾಖೆಯಲ್ಲಿನ ಕೃಷಿ ಅಧಿಕಾರಿ 42 ಹಾಗೂ ಸಹಾಯಕ ಕೃಷಿ ಅಧಿಕಾರಿ 231 ಹುದ್ದೆಗಳಿಗೆ ಸೆ.06 ರಂದು ಕನ್ನಡ ಭಾಷಾ ಪರೀಕ್ಷೆ, ಸೆ.07 ಹಾಗೂ ಅಕ್ಟೋಬರ್ 04 ರಂದು ನಡೆಸಲು ನಿಗದಿಪಡಿಸಲಾಗಿದ್ದ ಸ್ಪರ್ಧಾತ್ಮಕ ಪರೀಕ್ಷೆಗಳನ್ನು ರದ್ದುಪಡಿಸಲಾಗಿದೆ ಎಂದು ಕರ್ನಾಟಕ ಲೋಕಸೇವಾ ಆಯೋಗವು ಪ್ರಕಟಣೆಯಲ್ಲಿ ತಿಳಿಸಿದೆ. [45,828,390,1281]
story-children [957,1915,1479,2157]
ncjc-photo-main [274,163,704,423]
divider [400,1914,935,1916]
story-distributors [957,761,1479,1034]
ncjc-col-1: ಪಾಂಡವ ನ್ಯೂಸ್, ಹಾನಗಲ್ಲ: ಮಕ್ಕಳು ಗುರುಗಳನ್ನು ಅನುಕರಿಸುತ್ತಾರೆ ಎಂಬ ಎಚ್ಚರ, ಜೀವನ ಮೌಲ್ಯಗಳನ್ನು ಕಲಿಸಬೇಕು ಎಂಬ ಕಾಳಜಿ, ರಾಷ್ಟ್ರ ನಿರ್ಮಾಣದ ಪ್ರೇರಣೆ ಶಾಲಾ ಹಂತದಲ್ಲೇ ಗುರುಗಳಿಂದ ಆದರೆ, ಅದುವೇ ಆದರ್ಶ ಶಿಕ್ಷಣ ಎಂದು ಗೊಟಗೋಡಿ ಜಾನಪದ ವಿಶ್ವವಿದ್ಯಾಲಯದ ಸಹಾಯಕ ಪ್ರಾಧ್ಯಾಪಕಿ ವಿಜಯಲಕ್ಷ್ಮೀ ಗೇಟಿಯವರ ತಿಳಿಸಿದರು. ಶುಕ್ರವಾರ ಹಾನಗಲ್ಲಿನಲ್ಲಿ ಜನತಾ ಶಿಕ್ಷಣ ಸೌಹಾರ್ದ ಸಹಕಾರಿ ಸಂಸ್ಥೆಯ 6 ಅಂಗ ಸಂಸ್ಥೆಗಳ ಶಿಕ್ಷಕರನ್ನೊಳಗೊಂಡು ಎನ್‌ಸಿಜೆಸಿ ಕಾಲೇಜಿನಲ್ಲಿ ಆಯೋಜಿಸಿದ ಶಿಕ್ಷಕರ ದಿನಾಚರಣೆ ಸಮಾರಂಭದ ಮುಖ್ಯ ಅತಿಥಿಯಾಗಿ ಮಾತನಾಡಿದ ಅವರು, ಮನೆಯೇ ಮೊದಲ ಪಾಠಶಾಲೆ ಆಗುವ ಕಾಲದ ಹತ್ತಿರದಲ್ಲಿದ್ದೇವೆ. ಆಚಾರ್ಯ ಸಂಸ್ಕೃತಿಯ ಮುರುಸ್ಥಾಪನೆ ಆಗಬೇಕಿದೆ. ಅಂಕ ಪಟ್ಟಿಯ ನಮೂದಿಗಿಂತ ಮೌಲ್ಯ ಹಾಗೂ ಸಾಮರ್ಥ್ಯದ ಶಿಕ್ಷಣ ಅತ್ಯಗತ್ಯ. ಮಗುವಿನ ಜ್ಞಾನದ ಪರೀಕ್ಷೆ ಬೇಕಾಗಿದೆ. ಇಂದು ಮಕ್ಕಳು ಯಥಾವತ್ತಾಗಿ ಗುರುಗಳನ್ನು ಅನುಕರಿಸುತ್ತಾರೆ ಎಂಬ ಎಚ್ಚರ ಶಿಕ್ಷಕರಿಗೆ ಬೇಕೆ ಬೇಕು. ಜೀವನ ಮೌಲ್ಯಗಳಿಲ್ಲದ ಶಿಕ್ಷಣವನ್ನು ಒಪ್ಪಿಕೊಳ್ಳಲಾಗದು. ಈ ರಾಷ್ಟ್ರದ ಬಗೆಗೆ ಪ್ರೀತಿ ಗೌರವ ಕಲಿಸೋಣ. ಶಿಕ್ಷಕ ಚೈತನ್ಯದ ಚಿಲುಮೆಯಾಗಿರಬೇಕು. ನಾಳೆಗೆ ನಮ್ಮ ಮಕ್ಕಳು ಸುಂದರ ಬದುಕು [45,165,251,618]
activity-col-1: ಬೆಟಗೇರಿ: ನಗರದ ಶ್ರೀ ಮಹಾಲಿಂಗ ಪ್ರಭುದೇವರ ಸಂಯುಕ್ತ ಪದವಿ ಪೂರ್ವ ಕಾಲೇಜಿನ 2025-26ನೇ ಸಾಲಿನ ಪತ್ಯೇತರ ಚಟುವಟಿಕೆಯನ್ನು ಕಾರ್ಯಕ್ರಮದ ಮುಖ್ಯ ಅತಿಥಿಗಳು ಉಪನ್ಯಾಸಕರಾದ ಶ್ರೀ ಎಸ್ ಬಿ ಚೇಗರೆಡ್ಡಿ ಅವರು ಉದ್ಘಾಟಿಸಿ ವಿದ್ಯಾರ್ಥಿಗಳು ಶ್ರಮವಹಿಸಿ ಅಭ್ಯಾಸಗೈದು ಸಮಾಜದ ಮುಖ್ಯ ವಾಹಿನಿಗೆ ಬರಬೇಕೆಂದರು ಅಭ್ಯಾಸದ ಜೊತೆಗೆ ಪತ್ಯೇತರ ಚಟುವಟಿಕೆಗಳಲ್ಲಿಯೂ ಭಾಗಿಯಾಗಬೇಕೆಂದರು ಆರೋಗ್ಯವನ್ನು ಕಾಪಾಡಿಕೊಳ್ಳಬೇಕೆಂದು ಹೇಳಿದರು. ಅಧ್ಯಕ್ಷತೆಯನ್ನು ಪ್ರಾಚಾರ್ಯರಾದ ಶ್ರೀ ಎಸ್ ಎಮ್ ಉಳ್ಳಾಗಡ್ಡಿ ಅವರು ವಹಿಸಿ ಅಭ್ಯಾಸ ಮತ್ತು ಸತತ ಪರಿಶ್ರಮ ಅತೀ ಮುಖ್ಯವಾಗಿದೆ ಹೀಗಾಗಿ ಎಲ್ಲರೂ ಪರಿಶ್ರಮ ಪಟ್ಟು ಮುಂದೆ [405,1647,661,1852]
story-headline: ಪತ್ರಿಕಾ ವಿತರಕರ ದಿನಾಚರಣೆ ಕಾರ್ಯಕ್ರಮ [1065,761,1371,789]
